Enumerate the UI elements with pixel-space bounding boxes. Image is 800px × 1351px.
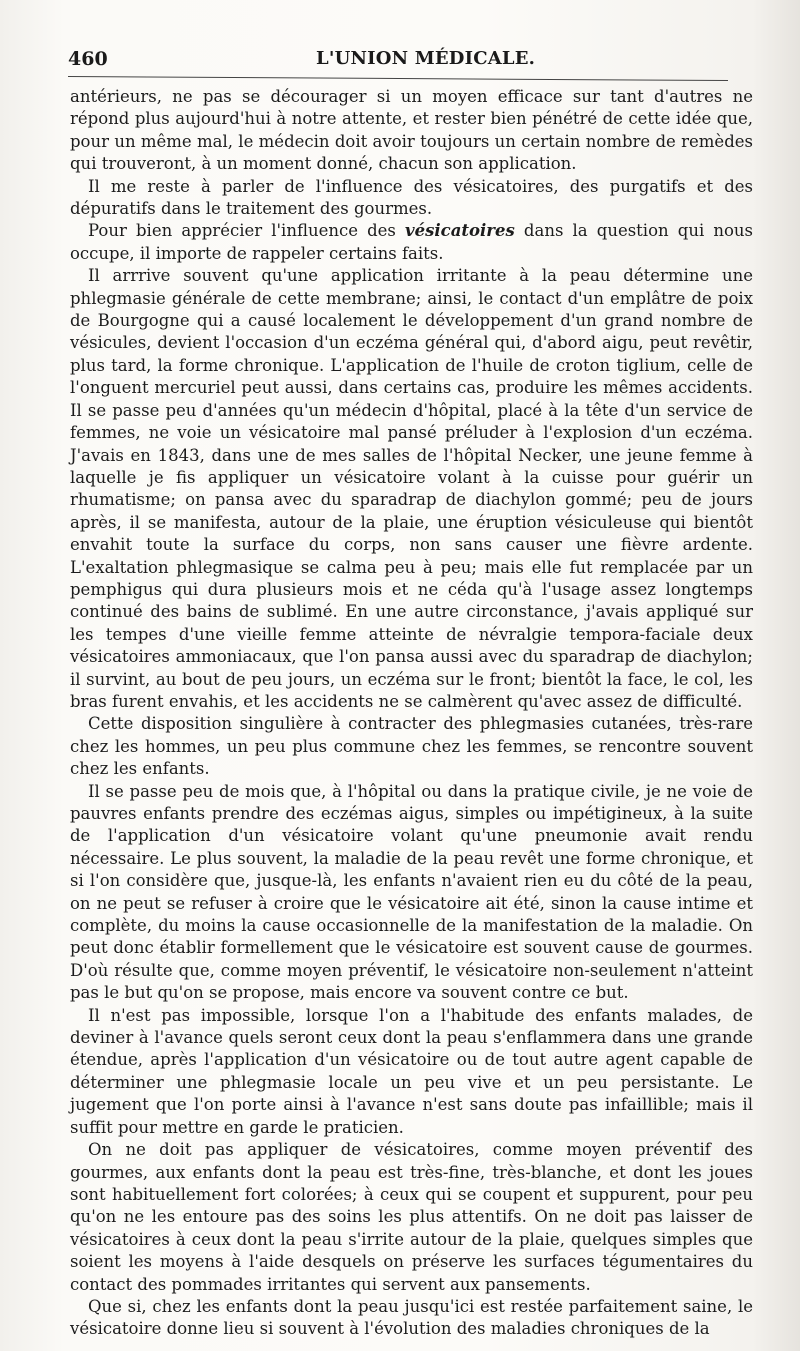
page-number: 460 bbox=[68, 48, 108, 70]
paragraph-conclusion: Que si, chez les enfants dont la peau jusqu'ici est restée parfaitement saine, le vésicatoire donne lieu si souvent à l'évolution des maladies chroniques de la bbox=[70, 1296, 753, 1339]
paragraph-case-reports: Il arrrive souvent qu'une application irritante à la peau détermine une phlegmasie générale de cette membrane; ainsi, le contact d'un emplâtre de poix de Bourgogne qui a causé localement le développement d'un grand nombre de vésicules, devient l'occasion d'un eczéma général qui, d'abord aigu, peut revêtir, plus tard, la forme chronique. L'application de l'huile de croton tiglium, celle de l'onguent mercuriel peut aussi, dans certains cas, produire les mêmes accidents. Il se passe peu d'années qu'un médecin d'hôpital, placé à la tête d'un service de femmes, ne voie un vésicatoire mal pansé préluder à l'explosion d'un eczéma. J'avais en 1843, dans une de mes salles de l'hôpital Necker, une jeune femme à laquelle je fis appliquer un vésicatoire volant à la cuisse pour guérir un rhumatisme; on pansa avec du sparadrap de diachylon gommé; peu de jours après, il se manifesta, autour de la plaie, une éruption vésiculeuse qui bientôt envahit toute la surface du corps, non sans causer une fièvre ardente. L'exaltation phlegmasique se calma peu à peu; mais elle fut remplacée par un pemphigus qui dura plusieurs mois et ne céda qu'à l'usage assez longtemps continué des bains de sublimé. En une autre circonstance, j'avais appliqué sur les tempes d'une vieille femme atteinte de névralgie tempora-faciale deux vésicatoires ammoniacaux, que l'on pansa aussi avec du sparadrap de diachylon; il survint, au bout de peu jours, un eczéma sur le front; bientôt la face, le col, les bras furent envahis, et les accidents ne se calmèrent qu'avec assez de difficulté. bbox=[70, 266, 753, 711]
journal-title: L'UNION MÉDICALE. bbox=[316, 48, 536, 69]
paragraph-text-before: Pour bien apprécier l'influence des bbox=[88, 221, 406, 241]
paragraph-text-after: dans la question qui nous occupe, il importe de rappeler certains faits. bbox=[70, 221, 753, 263]
paragraph-disposition: Cette disposition singulière à contracter des phlegmasies cutanées, très-rare chez les hommes, un peu plus commune chez les femmes, se rencontre souvent chez les enfants. bbox=[70, 714, 753, 779]
paragraph-prediction: Il n'est pas impossible, lorsque l'on a l'habitude des enfants malades, de deviner à l'avance quels seront ceux dont la peau s'enflammera dans une grande étendue, après l'application d'un vésicatoire ou de tout autre agent capable de déterminer une phlegmasie locale un peu vive et un peu persistante. Le jugement que l'on porte ainsi à l'avance n'est sans doute pas infaillible; mais il suffit pour mettre en garde le praticien. bbox=[70, 1005, 753, 1137]
body-text bbox=[70, 86, 753, 1341]
paragraph-vesicatoires-intro bbox=[70, 220, 753, 265]
paragraph-recommendations: On ne doit pas appliquer de vésicatoires, comme moyen préventif des gourmes, aux enfants dont la peau est très-fine, très-blanche, et dont les joues sont habituellement fort colorées; à ceux qui se coupent et suppurent, pour peu qu'on ne les entoure pas des soins les plus attentifs. On ne doit pas laisser de vésicatoires à ceux dont la peau s'irrite autour de la plaie, quelques simples que soient les moyens à l'aide desquels on préserve les surfaces tégumentaires du contact des pommades irritantes qui servent aux pansements. bbox=[70, 1140, 753, 1294]
running-head bbox=[66, 44, 756, 74]
header-rule bbox=[68, 76, 728, 81]
paragraph-children-eczema: Il se passe peu de mois que, à l'hôpital ou dans la pratique civile, je ne voie de pauvres enfants prendre des eczémas aigus, simples ou impétigineux, à la suite de l'application d'un vésicatoire volant qu'une pneumonie avait rendu nécessaire. Le plus souvent, la maladie de la peau revêt une forme chronique, et si l'on considère que, jusque-là, les enfants n'avaient rien eu du côté de la peau, on ne peut se refuser à croire que le vésicatoire ait été, sinon la cause intime et complète, du moins la cause occasionnelle de la manifestation de la maladie. On peut donc établir formellement que le vésicatoire est souvent cause de gourmes. D'où résulte que, comme moyen préventif, le vésicatoire non-seulement n'atteint pas le but qu'on se propose, mais encore va souvent contre ce but. bbox=[70, 781, 753, 1003]
emphasis-vesicatoires: vésicatoires bbox=[405, 221, 515, 241]
paragraph-continuation: antérieurs, ne pas se décourager si un moyen efficace sur tant d'autres ne répond plus aujourd'hui à notre attente, et rester bien pénétré de cette idée que, pour un même mal, le médecin doit avoir toujours un certain nombre de remèdes qui trouveront, à un moment donné, chacun son application. bbox=[70, 87, 753, 174]
paragraph-influence-intro: Il me reste à parler de l'influence des vésicatoires, des purgatifs et des dépuratifs dans le traitement des gourmes. bbox=[70, 176, 753, 219]
